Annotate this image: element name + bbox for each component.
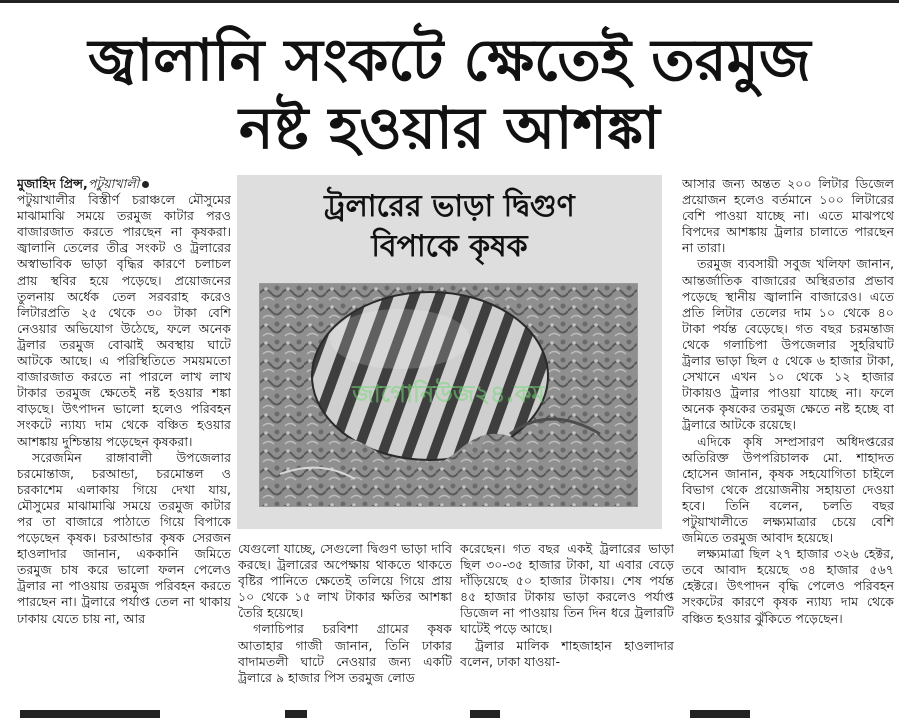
paragraph: আসার জন্য অন্তত ২০০ লিটার ডিজেল প্রয়োজন হলেও বর্তমানে ১০০ লিটারের বেশি পাওয়া যাচ্ছে না। এতে মাঝপথে বিপদের আশঙ্কায় ট্রলার চালাতে পারছেন না তারা। (682, 176, 894, 256)
watermark: জাগোনিউজ২৪.কম (352, 380, 545, 408)
subheadline-line-2: বিপাকে কৃষক (371, 229, 528, 264)
paragraph: সরেজমিন রাঙ্গাবালী উপজেলার চরমোন্তাজ, চরআন্ডা, চরমোন্তল ও চরকাশেম এলাকায় গিয়ে দেখা যায়, মৌসুমের মাঝামাঝি সময়ে তরমুজ কাটার পর তা বাজারে পাঠাতে গিয়ে বিপাকে পড়েছেন কৃষক। চরআন্ডার কৃষক সেরজন হাওলাদার জানান, এককানি জমিতে তরমুজ চাষ করে ভালো ফলন পেলেও ট্রলার না পাওয়ায় তরমুজ পরিবহন করতে পারছেন না। ট্রলারে পর্যাপ্ত তেল না থাকায় ঢাকায় যেতে চায় না, আর (17, 449, 231, 626)
paragraph: লক্ষ্যমাত্রা ছিল ২৭ হাজার ৩২৬ হেক্টর, তবে আবাদ হয়েছে ৩৪ হাজার ৫৬৭ হেক্টরে। উৎপাদন বৃদ্ধি পেলেও পরিবহন সংকটের কারণে কৃষক ন্যায্য দাম থেকে বঞ্চিত হওয়ার ঝুঁকিতে পড়েছেন। (682, 546, 894, 626)
paragraph: তরমুজ ব্যবসায়ী সবুজ খলিফা জানান, আন্তর্জাতিক বাজারের অস্থিরতার প্রভাব পড়েছে স্থানীয় জ্বালানি বাজারেও। এতে প্রতি লিটার তেলের দাম ১০ থেকে ৪০ টাকা পর্যন্ত বেড়েছে। গত বছর চরমন্তাজ থেকে গলাচিপা উপজেলার সুহরিঘাট ট্রলার ভাড়া ছিল ৫ থেকে ৬ হাজার টাকা, সেখানে এখন ১০ থেকে ১২ হাজার টাকায়ও ট্রলার পাওয়া যাচ্ছে না। ফলে অনেক কৃষকের তরমুজ ক্ষেতে নষ্ট হচ্ছে বা ট্রলারে আটকে রয়েছে। (682, 256, 894, 433)
cropped-text-fragment (285, 710, 307, 718)
headline-line-2: নষ্ট হওয়ার আশঙ্কা (239, 94, 660, 162)
headline-line-1: জ্বালানি সংকটে ক্ষেতেই তরমুজ (88, 26, 811, 94)
paragraph: ট্রলার মালিক শাহজাহান হাওলাদার বলেন, ঢাকা যাওয়া- (460, 637, 674, 669)
article-column-2 (238, 541, 452, 712)
cropped-text-fragment (20, 710, 160, 718)
subheadline-line-1: ট্রলারের ভাড়া দ্বিগুণ (324, 189, 575, 224)
byline-author: মুজাহিদ প্রিন্স, (17, 176, 88, 191)
paragraph: গলাচিপার চরবিশা গ্রামের কৃষক আতাহার গাজী জানান, তিনি ঢাকার বাদামতলী ঘাটে নেওয়ার জন্য একটি ট্রলারে ৯ হাজার পিস তরমুজ লোড (238, 621, 452, 685)
cropped-text-fragment (690, 710, 750, 718)
paragraph: করেছেন। গত বছর একই ট্রলারের ভাড়া ছিল ৩০-৩৫ হাজার টাকা, যা এবার বেড়ে দাঁড়িয়েছে ৫০ হাজার টাকায়। শেষ পর্যন্ত ৪৫ হাজার টাকায় ভাড়া করলেও পর্যাপ্ত ডিজেল না পাওয়ায় তিন দিন ধরে ট্রলারটি ঘাটেই পড়ে আছে। (460, 541, 674, 637)
watermelon-photo (259, 283, 638, 507)
article-column-4 (682, 176, 894, 712)
cropped-text-fragment (470, 710, 500, 718)
paragraph: পটুয়াখালীর বিস্তীর্ণ চরাঞ্চলে মৌসুমের মাঝামাঝি সময়ে তরমুজ কাটার পরও বাজারজাত করতে পারছেন না কৃষকরা। জ্বালানি তেলের তীব্র সংকট ও ট্রলারের অস্বাভাবিক ভাড়া বৃদ্ধির কারণে চলাচল প্রায় স্থবির হয়ে পড়েছে। প্রয়োজনের তুলনায় অর্ধেক তেল সরবরাহ করেও লিটারপ্রতি ২৫ থেকে ৩০ টাকা বেশি নেওয়ার অভিযোগ উঠেছে, ফলে অনেক ট্রলার তরমুজ বোঝাই অবস্থায় ঘাটে আটকে আছে। এ পরিস্থিতিতে সময়মতো বাজারজাত করতে না পারলে লাখ লাখ টাকার তরমুজ ক্ষেতেই নষ্ট হওয়ার শঙ্কা বাড়ছে। উৎপাদন ভালো হলেও পরিবহন সংকটে ন্যায্য দাম থেকে বঞ্চিত হওয়ার আশঙ্কায় দুশ্চিন্তায় পড়েছেন কৃষকরা। (17, 192, 231, 449)
top-rule (0, 0, 899, 3)
bullet-dot-icon (142, 181, 149, 188)
article-column-1 (17, 176, 231, 712)
byline (17, 176, 231, 192)
paragraph: যেগুলো যাচ্ছে, সেগুলো দ্বিগুণ ভাড়া দাবি করছে। ট্রলারের অপেক্ষায় থাকতে থাকতে বৃষ্টির পানিতে ক্ষেতেই তলিয়ে গিয়ে প্রায় ১০ থেকে ১৫ লাখ টাকার ক্ষতির আশঙ্কা তৈরি হয়েছে। (238, 541, 452, 621)
cropped-next-article (0, 710, 899, 718)
article-column-3 (460, 541, 674, 712)
byline-place: পটুয়াখালী (87, 176, 140, 191)
paragraph: এদিকে কৃষি সম্প্রসারণ অধিদপ্তরের অতিরিক্ত উপপরিচালক মো. শাহাদত হোসেন জানান, কৃষক সহযোগিতা চাইলে বিভাগ থেকে প্রয়োজনীয় সহায়তা দেওয়া হবে। তিনি বলেন, চলতি বছর পটুয়াখালীতে লক্ষ্যমাত্রার চেয়ে বেশি জমিতে তরমুজ আবাদ হয়েছে। (682, 433, 894, 546)
photo-box (237, 175, 662, 529)
